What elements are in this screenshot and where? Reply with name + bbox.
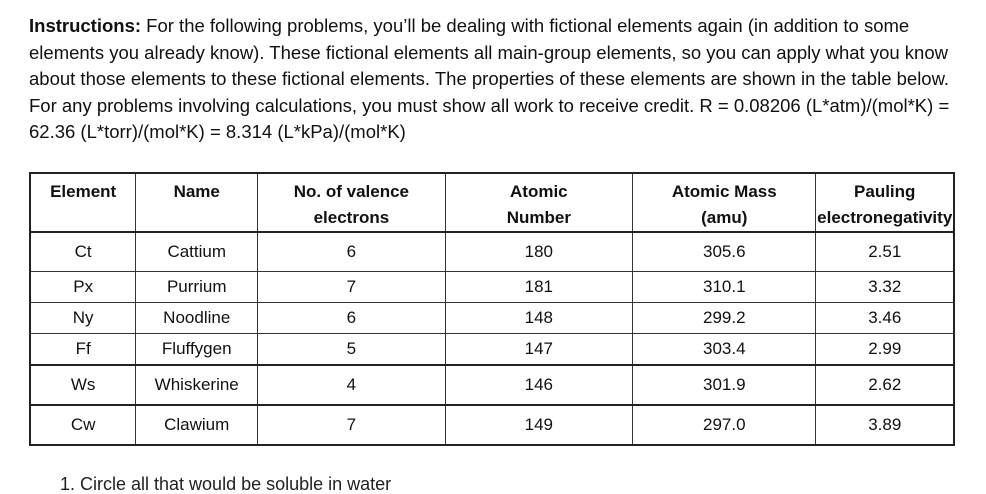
cell-valence: 6 bbox=[258, 232, 445, 272]
question-1-text: 1. Circle all that would be soluble in water bbox=[60, 474, 392, 494]
cell-name: Purrium bbox=[136, 272, 258, 303]
cell-atomic-number: 149 bbox=[445, 405, 632, 445]
cell-atomic-number: 180 bbox=[445, 232, 632, 272]
header-valence: No. of valence electrons bbox=[258, 173, 445, 232]
cell-atomic-mass: 297.0 bbox=[633, 405, 816, 445]
table-row bbox=[30, 272, 954, 303]
cell-electronegativity: 3.32 bbox=[816, 272, 954, 303]
cell-name: Noodline bbox=[136, 303, 258, 334]
cell-symbol: Px bbox=[30, 272, 136, 303]
cell-atomic-mass: 299.2 bbox=[633, 303, 816, 334]
cell-name: Fluffygen bbox=[136, 334, 258, 366]
cell-atomic-mass: 310.1 bbox=[633, 272, 816, 303]
table-row bbox=[30, 405, 954, 445]
cell-name: Whiskerine bbox=[136, 365, 258, 405]
cell-valence: 5 bbox=[258, 334, 445, 366]
instructions-paragraph bbox=[29, 13, 969, 146]
cell-name: Cattium bbox=[136, 232, 258, 272]
cell-atomic-number: 147 bbox=[445, 334, 632, 366]
table-row bbox=[30, 334, 954, 366]
cell-electronegativity: 3.46 bbox=[816, 303, 954, 334]
table-row bbox=[30, 303, 954, 334]
cell-valence: 7 bbox=[258, 405, 445, 445]
cell-atomic-number: 146 bbox=[445, 365, 632, 405]
cell-symbol: Ws bbox=[30, 365, 136, 405]
header-name: Name bbox=[136, 173, 258, 232]
cell-symbol: Cw bbox=[30, 405, 136, 445]
cell-atomic-mass: 305.6 bbox=[633, 232, 816, 272]
cell-valence: 4 bbox=[258, 365, 445, 405]
cell-atomic-number: 148 bbox=[445, 303, 632, 334]
cell-valence: 7 bbox=[258, 272, 445, 303]
cell-atomic-mass: 303.4 bbox=[633, 334, 816, 366]
header-atomic-number: Atomic Number bbox=[445, 173, 632, 232]
header-element: Element bbox=[30, 173, 136, 232]
cell-symbol: Ff bbox=[30, 334, 136, 366]
cell-electronegativity: 2.51 bbox=[816, 232, 954, 272]
instructions-text: For the following problems, you’ll be dealing with fictional elements again (in addition to some elements you already know). These fictional elements all main-group elements, so you can apply what you know about those elements to these fictional elements. The properties of these elements are shown in the table below. For any problems involving calculations, you must show all work to receive credit. R = 0.08206 (L*atm)/(mol*K) = 62.36 (L*torr)/(mol*K) = 8.314 (L*kPa)/(mol*K) bbox=[29, 15, 950, 143]
instructions-label: Instructions: bbox=[29, 15, 142, 36]
cell-electronegativity: 3.89 bbox=[816, 405, 954, 445]
table-row bbox=[30, 232, 954, 272]
cell-electronegativity: 2.62 bbox=[816, 365, 954, 405]
cell-name: Clawium bbox=[136, 405, 258, 445]
elements-table bbox=[29, 172, 955, 446]
header-electronegativity: Pauling electronegativity bbox=[816, 173, 954, 232]
cell-electronegativity: 2.99 bbox=[816, 334, 954, 366]
cell-symbol: Ct bbox=[30, 232, 136, 272]
table-header-row bbox=[30, 173, 954, 232]
table-row bbox=[30, 365, 954, 405]
cell-atomic-mass: 301.9 bbox=[633, 365, 816, 405]
header-atomic-mass: Atomic Mass (amu) bbox=[633, 173, 816, 232]
cell-atomic-number: 181 bbox=[445, 272, 632, 303]
cell-symbol: Ny bbox=[30, 303, 136, 334]
cell-valence: 6 bbox=[258, 303, 445, 334]
